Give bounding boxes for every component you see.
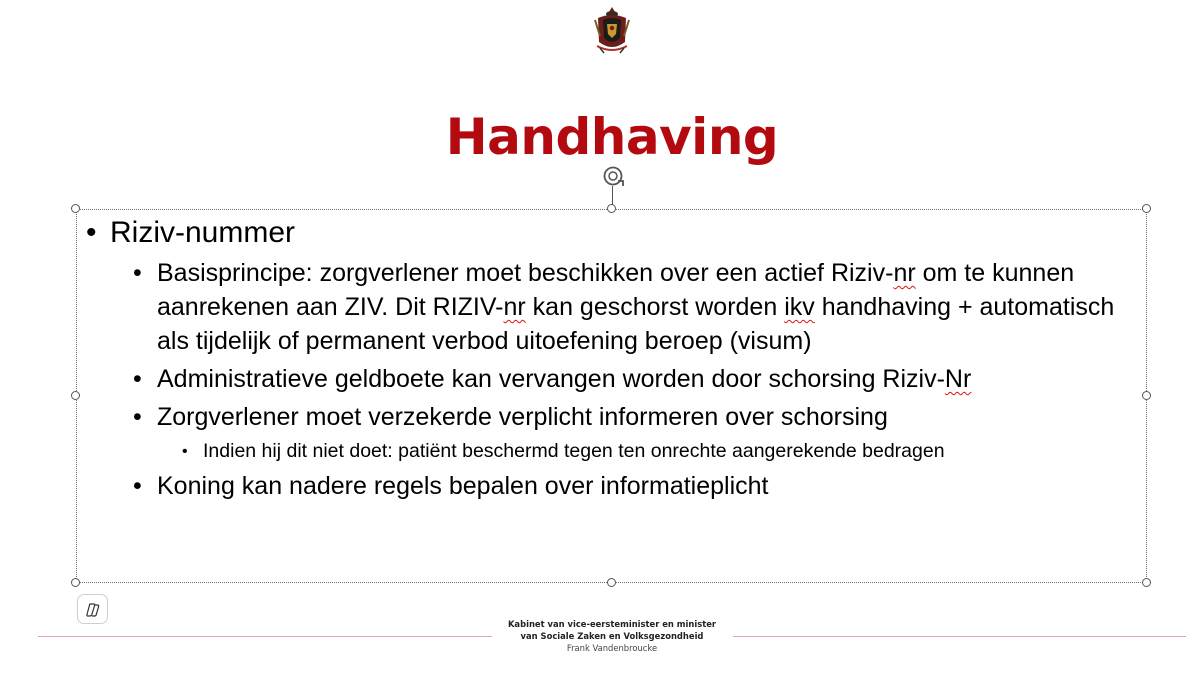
sub-bullet-indien[interactable]: • Indien hij dit niet doet: patiënt beschermd tegen ten onrechte aangerekende bedragen [86,438,1146,465]
copilot-button[interactable] [77,594,108,624]
spelling-flag[interactable]: Nr [944,365,972,393]
footer-cabinet [490,618,734,654]
belgian-coat-of-arms-icon [592,6,632,54]
bullet-list[interactable] [86,213,1146,503]
rotate-handle-icon[interactable] [601,164,627,190]
slide-title[interactable]: Handhaving [445,108,779,166]
bullet-basisprincipe[interactable]: • Basisprincipe: zorgverlener moet beschikken over een actief Riziv-nr om te kunnen aanrekenen aan ZIV. Dit RIZIV-nr kan geschorst worden ikv handhaving + automatisch als tijdelijk of permanent verbod uitoefening beroep (visum) [86,256,1146,358]
resize-handle-top-right[interactable] [1142,204,1151,213]
spelling-flag[interactable]: ikv [784,293,815,321]
resize-handle-bottom[interactable] [607,578,616,587]
footer-rule-left [38,636,492,637]
bullet-zorgverlener[interactable]: • Zorgverlener moet verzekerde verplicht informeren over schorsing [86,400,1146,434]
resize-handle-left[interactable] [71,391,80,400]
footer-line-1: Kabinet van vice-eersteminister en minister [507,619,717,629]
copilot-icon [85,602,101,618]
bullet-administratieve-geldboete[interactable]: • Administratieve geldboete kan vervangen worden door schorsing Riziv-Nr [86,362,1146,396]
footer-minister-name: Frank Vandenbroucke [566,643,658,653]
resize-handle-top[interactable] [607,204,616,213]
footer-line-2: van Sociale Zaken en Volksgezondheid [520,631,704,641]
bullet-koning[interactable]: • Koning kan nadere regels bepalen over informatieplicht [86,469,1146,503]
resize-handle-top-left[interactable] [71,204,80,213]
resize-handle-bottom-right[interactable] [1142,578,1151,587]
spelling-flag[interactable]: nr [503,293,526,321]
bullet-riziv-nummer[interactable]: • Riziv-nummer [86,213,1146,253]
spelling-flag[interactable]: nr [893,259,916,287]
resize-handle-bottom-left[interactable] [71,578,80,587]
footer-rule-right [733,636,1186,637]
